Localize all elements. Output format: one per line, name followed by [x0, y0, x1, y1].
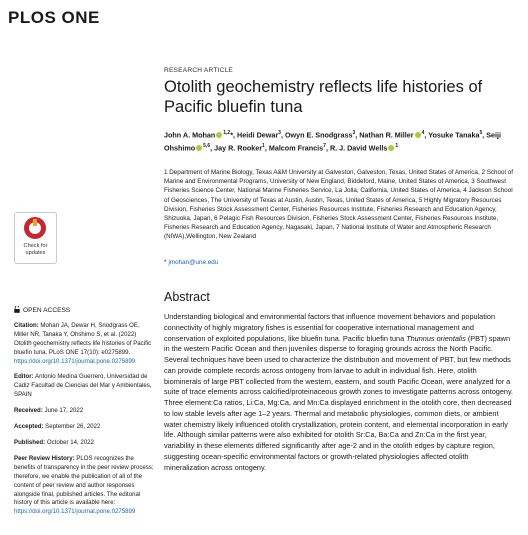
author-affiliation-sup: 7 [323, 142, 326, 149]
orcid-icon[interactable] [196, 145, 202, 151]
email-asterisk: * [164, 259, 167, 266]
updates-icon [24, 217, 46, 239]
author-2[interactable]: Heidi Dewar [237, 130, 279, 140]
author-4[interactable]: Nathan R. Miller [359, 130, 414, 140]
peer-review-block: Peer Review History: PLOS recognizes the benefits of transparency in the peer review process; therefore, we enable the publication of all of the content of peer review and author responses alongside final, published articles. The editorial history of this article is available here: https://doi.org/10.1371/journal.pone.0275899 [14, 454, 154, 516]
badge-line-1: Check for [23, 243, 48, 249]
author-6[interactable]: Seiji Ohshimo [164, 130, 502, 153]
author-affiliation-sup: 3 [352, 130, 356, 136]
author-3[interactable]: Owyn E. Snodgrass [284, 130, 353, 140]
editor-block: Editor: Antonio Medina Guerrero, Universidad de Cadiz Facultad de Ciencias del Mar y Ambientales, SPAIN [14, 373, 152, 399]
article-sidebar [14, 306, 154, 524]
abstract-part-1: Understanding biological and environmental factors that influence movement behaviors and population connectivity of highly migratory fishes is essential for cooperative international management and conservation of exploited populations, like bluefin tuna. Pacific bluefin tuna [164, 312, 496, 343]
journal-logo[interactable]: PLOS ONE [8, 8, 100, 27]
author-affiliation-sup: 5,6 [203, 142, 211, 149]
article-type-label: RESEARCH ARTICLE [164, 67, 234, 74]
orcid-icon[interactable] [415, 132, 421, 138]
author-affiliation-sup: 4 [421, 130, 425, 136]
species-name: Thunnus orientalis [406, 333, 466, 343]
peer-review-link[interactable]: https://doi.org/10.1371/journal.pone.0275899 [14, 508, 136, 516]
author-8[interactable]: Malcom Francis [268, 143, 324, 153]
badge-line-2: updates [25, 249, 46, 256]
received-date: Received: June 17, 2022 [14, 407, 84, 415]
citation-doi-link[interactable]: https://doi.org/10.1371/journal.pone.0275899 [14, 357, 136, 365]
corresponding-author-mark: * [230, 130, 234, 140]
author-list: John A. Mohan $^{1,2}$*, Heidi Dewar$^3$, Owyn E. Snodgrass$^3$, Nathan R. Miller $^4$, Yosuke Tanaka$^5$, Seiji Ohshimo $^{5,6}$, Jay R. Rooker$^1$, Malcom Francis$^7$, R. J. David Wells $^1$ [164, 130, 502, 153]
author-affiliation-sup: 1 [395, 142, 399, 149]
abstract-text [164, 312, 514, 473]
abstract-heading: Abstract [164, 290, 210, 304]
affiliations: 1 Department of Marine Biology, Texas A&M University at Galveston, Galveston, Texas, United States of America, 2 School of Marine and Environmental Programs, University of New England, Biddeford, Maine, United States of America, 3 Southwest Fisheries Science Center, National Marine Fisheries Service, La Jolla, California, United States of America, 4 Jackson School of Geosciences, The University of Texas at Austin, Austin, Texas, United States of America, 5 Highly Migratory Resources Division, Fisheries Stock Assessment Center, Fisheries Resources Institute, Fisheries Research and Education Agency, Shizuoka, Japan, 6 Pelagic Fish Resources Division, Fisheries Stock Assessment Center, Fisheries Resources Institute, Fisheries Research and Education Agency, Nagasaki, Japan, 7 National Institute of Water and Atmospheric Research (NIWA),Wellington, New Zealand [164, 169, 513, 241]
orcid-icon[interactable] [388, 145, 394, 151]
author-affiliation-sup: 5 [479, 130, 483, 136]
orcid-icon[interactable] [216, 132, 222, 138]
author-affiliation-sup: 1,2 [223, 130, 231, 136]
email-link[interactable]: jmohan@une.edu [168, 259, 219, 266]
open-lock-icon [14, 306, 20, 313]
author-5[interactable]: Yosuke Tanaka [428, 130, 480, 140]
check-for-updates-badge[interactable] [14, 212, 57, 264]
abstract-part-2: (PBT) spawn in the western Pacific Ocean and then juveniles disperse to foraging grounds across the North Pacific. Several techniques have been used to characterize the distribution and movement of PBT, but few methods can provide complete records across ontogeny from larvae to adult in individual fish. Here, otolith biominerals of large PBT collected from the western, eastern, and south Pacific Ocean, were analyzed for a suite of trace elements across calcified/proteinaceous growth zones to investigate patterns across ontogeny. Three element:Ca ratios, Li:Ca, Mg:Ca, and Mn:Ca displayed enrichment in the otolith core, then decreased to low stable levels after age 1–2 years. Thermal and metabolic physiologies, common diets, or ambient water chemistry likely influenced otolith crystallization, protein content, and elemental incorporation in early life. Although similar patterns were also exhibited for otolith Sr:Ca, Ba:Ca and Zn:Ca in the first year, variability in these elements differed significantly after age-2 and in the otolith edges by capture region, suggesting ocean-specific environmental factors or growth-related physiologies affected otolith mineralization across ontogeny. [164, 333, 514, 472]
open-access-label: OPEN ACCESS [14, 306, 154, 316]
article-title: Otolith geochemistry reflects life histories of Pacific bluefin tuna [164, 78, 483, 116]
author-7[interactable]: Jay R. Rooker [214, 143, 263, 153]
author-affiliation-sup: 1 [262, 142, 265, 149]
author-1[interactable]: John A. Mohan [164, 130, 216, 140]
published-date: Published: October 14, 2022 [14, 438, 94, 446]
corresponding-email [164, 259, 218, 266]
citation-block: Citation: Mohan JA, Dewar H, Snodgrass OE, Miller NR, Tanaka Y, Ohshimo S, et al. (2022) Otolith geochemistry reflects life histories of Pacific bluefin tuna. PLoS ONE 17(10): e0275899. https://doi.org/10.1371/journal.pone.0275899 [14, 321, 152, 365]
accepted-date: Accepted: September 26, 2022 [14, 423, 101, 431]
author-9[interactable]: R. J. David Wells [329, 143, 388, 153]
author-affiliation-sup: 3 [278, 130, 281, 136]
